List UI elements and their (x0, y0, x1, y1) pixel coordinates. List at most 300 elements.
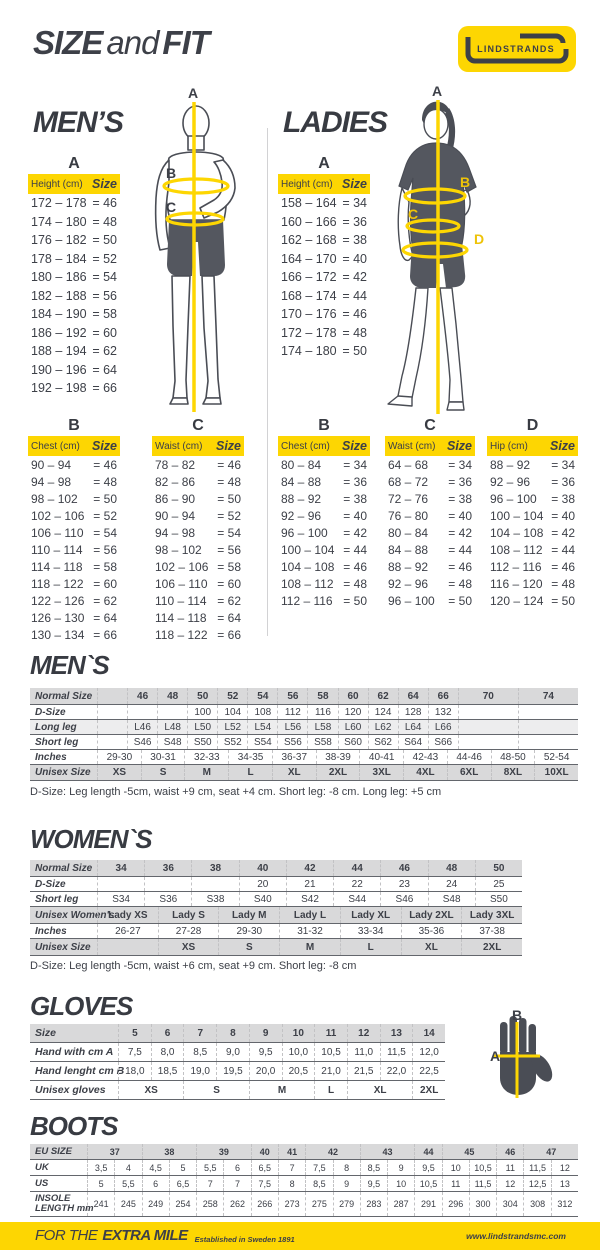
matrix-row (30, 1081, 445, 1100)
established-text: Established in Sweden 1891 (194, 1235, 295, 1244)
matrix-cell: S46 (127, 735, 157, 749)
matrix-row (30, 1176, 578, 1192)
size-value: = 48 (343, 576, 367, 591)
mens-matrix-note: D-Size: Leg length -5cm, waist +9 cm, seat +4 cm. Short leg: -8 cm. Long leg: +5 cm (30, 786, 442, 798)
matrix-cell: XL (347, 1081, 412, 1099)
measure-row (278, 287, 370, 306)
matrix-cell: 5 (169, 1160, 196, 1175)
matrix-cell: 34 (97, 860, 144, 876)
matrix-cell: 34-35 (228, 750, 272, 764)
matrix-cell: 9,5 (414, 1160, 441, 1175)
matrix-cell (458, 735, 518, 749)
range-value: 108 – 112 (490, 542, 543, 557)
measure-row (28, 473, 120, 490)
matrix-cell: 44-46 (447, 750, 491, 764)
measure-row (385, 575, 475, 592)
matrix-cell (97, 705, 127, 719)
size-value: = 44 (342, 288, 367, 303)
measure-row (28, 268, 120, 287)
matrix-cell: S44 (333, 892, 380, 906)
matrix-cell: S62 (368, 735, 398, 749)
matrix-cell: S42 (286, 892, 333, 906)
measure-row (278, 213, 370, 232)
matrix-row-label: Unisex Size (35, 941, 91, 953)
matrix-cell: L52 (217, 720, 247, 734)
measure-row (28, 231, 120, 250)
matrix-row (30, 1062, 445, 1081)
matrix-cell: S50 (187, 735, 217, 749)
range-value: 92 – 96 (490, 474, 531, 489)
matrix-cell: L64 (398, 720, 428, 734)
matrix-cell: 10,0 (282, 1043, 315, 1061)
matrix-cell (97, 688, 127, 704)
ladies-letter-d: D (526, 417, 539, 434)
ladies-figure-label-b: B (460, 174, 471, 190)
men-figure (136, 86, 264, 420)
size-value: = 62 (92, 344, 117, 359)
measure-col-header: Chest (cm) (31, 440, 80, 452)
size-value: = 44 (343, 542, 367, 557)
lindstrands-logo-icon (458, 26, 576, 72)
matrix-cell: 47 (523, 1144, 578, 1159)
range-value: 104 – 108 (490, 525, 544, 540)
measure-row (278, 490, 370, 507)
matrix-cell: 13 (551, 1176, 578, 1191)
matrix-row-label: Short leg (35, 893, 79, 905)
measure-row (152, 524, 244, 541)
measure-row (28, 342, 120, 361)
matrix-cell: Lady L (279, 907, 340, 923)
matrix-cell: 10,5 (469, 1160, 496, 1175)
size-value: = 66 (92, 381, 117, 396)
size-value: = 36 (551, 474, 575, 489)
range-value: 130 – 134 (31, 627, 85, 642)
matrix-cell: 132 (428, 705, 458, 719)
matrix-cell: 14 (412, 1024, 445, 1042)
matrix-cell: 27-28 (158, 924, 219, 938)
matrix-cell: 41 (278, 1144, 305, 1159)
boots-title: BOOTS (30, 1111, 118, 1141)
measure-row (487, 575, 578, 592)
ladies-height-table (278, 174, 370, 361)
title-fit: FIT (162, 24, 209, 61)
measure-row (28, 456, 120, 473)
matrix-row-label: Size (35, 1027, 57, 1039)
matrix-cell: 100 (187, 705, 217, 719)
size-value: = 42 (448, 525, 472, 540)
matrix-cell: 32-33 (184, 750, 228, 764)
range-value: 114 – 118 (155, 610, 207, 625)
matrix-cell: 50 (187, 688, 217, 704)
matrix-cell: 6,5 (251, 1160, 278, 1175)
range-value: 118 – 122 (31, 576, 84, 591)
range-value: 100 – 104 (490, 508, 544, 523)
size-value: = 46 (342, 307, 367, 322)
size-value: = 50 (551, 593, 575, 608)
matrix-cell: 21,5 (347, 1062, 380, 1080)
measure-col-header: Waist (cm) (155, 440, 203, 452)
matrix-cell: L46 (127, 720, 157, 734)
matrix-cell: 30-31 (141, 750, 185, 764)
matrix-cell: S38 (191, 892, 238, 906)
matrix-row-label: Unisex gloves (35, 1084, 106, 1096)
mens-size-matrix (30, 688, 578, 781)
page-title (33, 24, 209, 62)
matrix-row (30, 735, 578, 750)
matrix-cell: L50 (187, 720, 217, 734)
range-value: 96 – 100 (388, 593, 435, 608)
range-value: 80 – 84 (281, 457, 322, 472)
tagline-bold: EXTRA MILE (102, 1227, 188, 1244)
size-value: = 38 (448, 491, 472, 506)
matrix-cell: 44 (414, 1144, 441, 1159)
matrix-cell: 26-27 (97, 924, 158, 938)
matrix-cell: 48-50 (491, 750, 535, 764)
size-col-header: Size (91, 439, 117, 453)
matrix-cell: L54 (247, 720, 277, 734)
matrix-cell: 287 (387, 1192, 414, 1216)
range-value: 86 – 90 (155, 491, 196, 506)
matrix-row-label: D-Size (35, 706, 66, 718)
range-value: 82 – 86 (155, 474, 196, 489)
measure-row (28, 558, 120, 575)
matrix-row (30, 1024, 445, 1043)
measure-row (278, 541, 370, 558)
womens-matrix-note: D-Size: Leg length -5cm, waist +6 cm, seat +9 cm. Short leg: -8 cm (30, 960, 357, 972)
ladies-figure-label-a: A (432, 84, 443, 99)
tagline-light: FOR THE (35, 1227, 98, 1244)
matrix-cell: S (218, 939, 279, 955)
matrix-cell: 104 (217, 705, 247, 719)
mens-matrix-title: MEN`S (30, 650, 109, 680)
matrix-cell: 10,5 (414, 1176, 441, 1191)
matrix-cell: 7,5 (305, 1160, 332, 1175)
measure-row (278, 268, 370, 287)
matrix-cell: 12 (496, 1176, 523, 1191)
ladies-letter-a: A (318, 155, 330, 172)
matrix-cell: Lady S (158, 907, 219, 923)
range-value: 102 – 106 (31, 508, 85, 523)
range-value: 106 – 110 (31, 525, 84, 540)
measure-table-head (152, 436, 244, 456)
matrix-cell: 40 (239, 860, 286, 876)
size-col-header: Size (91, 177, 117, 191)
matrix-cell: 8,5 (305, 1176, 332, 1191)
matrix-row-label: INSOLE LENGTH mm (35, 1193, 94, 1214)
range-value: 162 – 168 (281, 233, 337, 248)
matrix-cell: 64 (398, 688, 428, 704)
matrix-cell: 18,0 (118, 1062, 151, 1080)
size-value: = 54 (217, 525, 241, 540)
matrix-cell: 108 (247, 705, 277, 719)
matrix-row-label: Long leg (35, 721, 77, 733)
matrix-cell: 40-41 (359, 750, 403, 764)
matrix-cell: 9,0 (216, 1043, 249, 1061)
matrix-cell: Lady M (218, 907, 279, 923)
matrix-cell: 275 (305, 1192, 332, 1216)
measure-row (278, 507, 370, 524)
matrix-cell: M (184, 765, 228, 780)
size-value: = 36 (342, 214, 367, 229)
size-value: = 50 (448, 593, 472, 608)
matrix-cell: 66 (428, 688, 458, 704)
men-shorts (167, 220, 225, 276)
measure-row (28, 541, 120, 558)
matrix-cell: 8,5 (360, 1160, 387, 1175)
matrix-cell: 11,0 (347, 1043, 380, 1061)
matrix-cell: 296 (442, 1192, 469, 1216)
range-value: 186 – 192 (31, 325, 87, 340)
range-value: 112 – 116 (490, 559, 542, 574)
size-value: = 44 (448, 542, 472, 557)
matrix-cell: 11 (314, 1024, 347, 1042)
matrix-cell: 19,5 (216, 1062, 249, 1080)
matrix-cell: 7 (183, 1024, 216, 1042)
range-value: 84 – 88 (281, 474, 322, 489)
size-value: = 46 (92, 196, 117, 211)
matrix-cell: 36-37 (272, 750, 316, 764)
matrix-cell: S48 (157, 735, 187, 749)
matrix-cell: S46 (380, 892, 427, 906)
men-waist-table (152, 436, 244, 643)
matrix-cell: 50 (475, 860, 522, 876)
matrix-cell: 9 (387, 1160, 414, 1175)
matrix-row-label: US (35, 1177, 49, 1189)
range-value: 106 – 110 (155, 576, 208, 591)
measure-row (28, 524, 120, 541)
measure-row (28, 626, 120, 643)
size-value: = 50 (92, 233, 117, 248)
size-value: = 34 (343, 457, 367, 472)
size-value: = 54 (93, 525, 117, 540)
matrix-row-label: EU SIZE (35, 1145, 72, 1157)
range-value: 102 – 106 (155, 559, 209, 574)
matrix-cell: 273 (278, 1192, 305, 1216)
logo-wordmark: LINDSTRANDS (477, 44, 555, 54)
size-value: = 34 (342, 196, 367, 211)
matrix-cell: L62 (368, 720, 398, 734)
measure-row (28, 250, 120, 269)
range-value: 96 – 100 (281, 525, 328, 540)
matrix-cell: 12 (551, 1160, 578, 1175)
size-value: = 40 (343, 508, 367, 523)
matrix-cell: 6XL (447, 765, 491, 780)
size-value: = 56 (93, 542, 117, 557)
measure-row (487, 490, 578, 507)
section-divider (267, 128, 268, 636)
matrix-cell (97, 720, 127, 734)
matrix-row (30, 750, 578, 765)
matrix-cell: 42-43 (403, 750, 447, 764)
measure-row (385, 507, 475, 524)
mens-section-title: MEN’S (33, 106, 124, 139)
size-value: = 62 (217, 593, 241, 608)
matrix-cell: 312 (551, 1192, 578, 1216)
matrix-cell: S (183, 1081, 248, 1099)
matrix-cell: 6 (223, 1160, 250, 1175)
men-figure-label-a: A (188, 86, 199, 101)
range-value: 178 – 184 (31, 251, 87, 266)
range-value: 76 – 80 (388, 508, 429, 523)
ladies-figure-label-d: D (474, 231, 485, 247)
matrix-cell: 20 (239, 877, 286, 891)
matrix-cell: XS (158, 939, 219, 955)
matrix-row-label: D-Size (35, 878, 66, 890)
size-value: = 48 (448, 576, 472, 591)
range-value: 126 – 130 (31, 610, 85, 625)
title-size: SIZE (33, 24, 103, 61)
matrix-row-label: Short leg (35, 736, 79, 748)
size-value: = 58 (93, 559, 117, 574)
matrix-row (30, 939, 522, 956)
matrix-cell: 22 (333, 877, 380, 891)
matrix-cell: 258 (196, 1192, 223, 1216)
matrix-cell: L (340, 939, 401, 955)
website-link[interactable]: www.lindstrandsmc.com (466, 1231, 566, 1241)
men-letter-b: B (68, 417, 80, 434)
matrix-cell: 304 (496, 1192, 523, 1216)
matrix-cell: XS (97, 765, 141, 780)
measure-row (152, 626, 244, 643)
matrix-cell: 4 (114, 1160, 141, 1175)
measure-row (278, 305, 370, 324)
ladies-waist-table (385, 436, 475, 609)
ladies-letter-c: C (424, 417, 436, 434)
measure-row (487, 524, 578, 541)
measure-row (385, 456, 475, 473)
measure-row (487, 507, 578, 524)
range-value: 116 – 120 (490, 576, 543, 591)
matrix-cell: M (279, 939, 340, 955)
matrix-cell: S34 (97, 892, 144, 906)
matrix-cell (458, 720, 518, 734)
range-value: 88 – 92 (490, 457, 531, 472)
matrix-cell: S56 (277, 735, 307, 749)
matrix-cell: 8,5 (183, 1043, 216, 1061)
matrix-cell: 300 (469, 1192, 496, 1216)
matrix-cell: Lady XL (340, 907, 401, 923)
matrix-cell: 4,5 (142, 1160, 169, 1175)
range-value: 180 – 186 (31, 270, 87, 285)
matrix-cell: 12,5 (523, 1176, 550, 1191)
size-value: = 60 (217, 576, 241, 591)
measure-row (152, 609, 244, 626)
matrix-cell: 12 (347, 1024, 380, 1042)
men-height-table (28, 174, 120, 398)
matrix-cell: 6 (142, 1176, 169, 1191)
matrix-cell: 6 (151, 1024, 184, 1042)
range-value: 92 – 96 (388, 576, 429, 591)
matrix-cell: 291 (414, 1192, 441, 1216)
matrix-cell: 35-36 (401, 924, 462, 938)
measure-row (487, 592, 578, 609)
range-value: 98 – 102 (155, 542, 202, 557)
matrix-row-label: Hand with cm A (35, 1046, 114, 1058)
matrix-row (30, 765, 578, 781)
matrix-cell: 8XL (491, 765, 535, 780)
matrix-cell: 62 (368, 688, 398, 704)
matrix-cell (191, 877, 238, 891)
matrix-cell: S50 (475, 892, 522, 906)
range-value: 112 – 116 (281, 593, 333, 608)
matrix-cell: 11 (496, 1160, 523, 1175)
matrix-cell: 22,0 (380, 1062, 413, 1080)
matrix-cell: 25 (475, 877, 522, 891)
ladies-letter-b: B (318, 417, 330, 434)
matrix-cell: 308 (523, 1192, 550, 1216)
measure-row (487, 558, 578, 575)
range-value: 158 – 164 (281, 196, 337, 211)
matrix-cell (127, 705, 157, 719)
size-value: = 48 (92, 214, 117, 229)
measure-row (278, 324, 370, 343)
size-col-header: Size (341, 177, 367, 191)
men-letter-a: A (68, 155, 80, 172)
matrix-cell: 46 (127, 688, 157, 704)
range-value: 68 – 72 (388, 474, 429, 489)
range-value: 64 – 68 (388, 457, 429, 472)
womens-size-matrix (30, 860, 522, 956)
matrix-cell: 6,5 (169, 1176, 196, 1191)
matrix-cell: 21 (286, 877, 333, 891)
matrix-cell: 56 (277, 688, 307, 704)
measure-row (28, 507, 120, 524)
matrix-row-label: Unisex Women's (35, 909, 115, 921)
matrix-cell: 128 (398, 705, 428, 719)
matrix-cell: L56 (277, 720, 307, 734)
matrix-cell: 20,5 (282, 1062, 315, 1080)
size-value: = 64 (93, 610, 117, 625)
range-value: 72 – 76 (388, 491, 429, 506)
matrix-row (30, 1160, 578, 1176)
range-value: 88 – 92 (281, 491, 322, 506)
matrix-cell: 29-30 (218, 924, 279, 938)
matrix-cell: 38 (142, 1144, 197, 1159)
matrix-cell: 42 (305, 1144, 360, 1159)
matrix-cell: 249 (142, 1192, 169, 1216)
matrix-cell: L48 (157, 720, 187, 734)
measure-row (278, 342, 370, 361)
matrix-cell: XL (272, 765, 316, 780)
measure-col-header: Waist (cm) (388, 440, 436, 452)
size-value: = 52 (92, 251, 117, 266)
matrix-cell: 10 (282, 1024, 315, 1042)
matrix-cell: 8 (216, 1024, 249, 1042)
range-value: 100 – 104 (281, 542, 335, 557)
gloves-size-matrix (30, 1024, 445, 1100)
measure-col-header: Hip (cm) (490, 440, 528, 452)
footer-bar (0, 1222, 600, 1250)
matrix-cell: 42 (286, 860, 333, 876)
matrix-cell: 283 (360, 1192, 387, 1216)
glove-diagram (490, 1010, 570, 1110)
womens-matrix-title: WOMEN`S (30, 824, 152, 854)
size-col-header: Size (215, 439, 241, 453)
matrix-cell: 29-30 (97, 750, 141, 764)
matrix-cell (518, 705, 578, 719)
size-value: = 64 (92, 362, 117, 377)
matrix-row (30, 688, 578, 705)
measure-row (28, 379, 120, 398)
matrix-cell: 10 (387, 1176, 414, 1191)
range-value: 110 – 114 (31, 542, 83, 557)
matrix-cell (458, 705, 518, 719)
measure-row (152, 456, 244, 473)
size-value: = 42 (343, 525, 367, 540)
matrix-cell (157, 705, 187, 719)
size-col-header: Size (446, 439, 472, 453)
matrix-cell: 52 (217, 688, 247, 704)
